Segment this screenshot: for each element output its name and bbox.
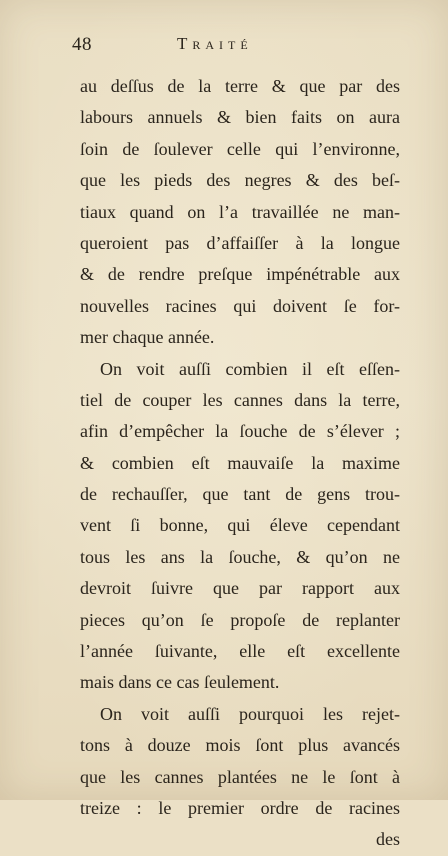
running-title: Traité: [177, 34, 253, 53]
paragraph-start-line: On voit auſſi combien il eſt eſſen-: [100, 358, 400, 379]
text-line: devroit ſuivre que par rapport aux: [80, 578, 400, 599]
text-line: queroient pas d’affaiſſer à la longue: [80, 232, 400, 253]
text-line: tiel de couper les cannes dans la terre,: [80, 389, 400, 410]
text-line: treize : le premier ordre de racines: [80, 797, 400, 818]
text-line: & combien eſt mauvaiſe la maxime: [80, 452, 400, 473]
text-line: de rechauſſer, que tant de gens trou-: [80, 484, 400, 505]
text-line: au deſſus de la terre & que par des: [80, 76, 400, 96]
text-line: l’année ſuivante, elle eſt excellente: [80, 641, 400, 662]
text-line: tous les ans la ſouche, & qu’on ne: [80, 546, 400, 567]
text-line: tiaux quand on l’a travaillée ne man-: [80, 201, 400, 222]
text-line: pieces qu’on ſe propoſe de replanter: [80, 609, 400, 630]
text-line: labours annuels & bien faits on aura: [80, 107, 400, 128]
body-text: [80, 71, 400, 856]
catchword: des: [376, 829, 400, 850]
text-line: mais dans ce cas ſeulement.: [80, 672, 280, 693]
page-header: [72, 34, 392, 58]
text-line: nouvelles racines qui doivent ſe for-: [80, 295, 400, 316]
page-number: 48: [72, 34, 92, 55]
text-line: & de rendre preſque impénétrable aux: [80, 264, 400, 285]
text-line: afin d’empêcher la ſouche de s’élever ;: [80, 421, 400, 442]
text-line: ſoin de ſoulever celle qui l’environne,: [80, 138, 400, 159]
text-line: tons à douze mois ſont plus avancés: [80, 735, 400, 756]
text-line: que les pieds des negres & des beſ-: [80, 170, 400, 191]
text-line: mer chaque année.: [80, 327, 215, 348]
text-line: vent ſi bonne, qui éleve cependant: [80, 515, 400, 536]
paragraph-start-line: On voit auſſi pourquoi les rejet-: [100, 703, 400, 724]
text-line: que les cannes plantées ne le ſont à: [80, 766, 400, 787]
